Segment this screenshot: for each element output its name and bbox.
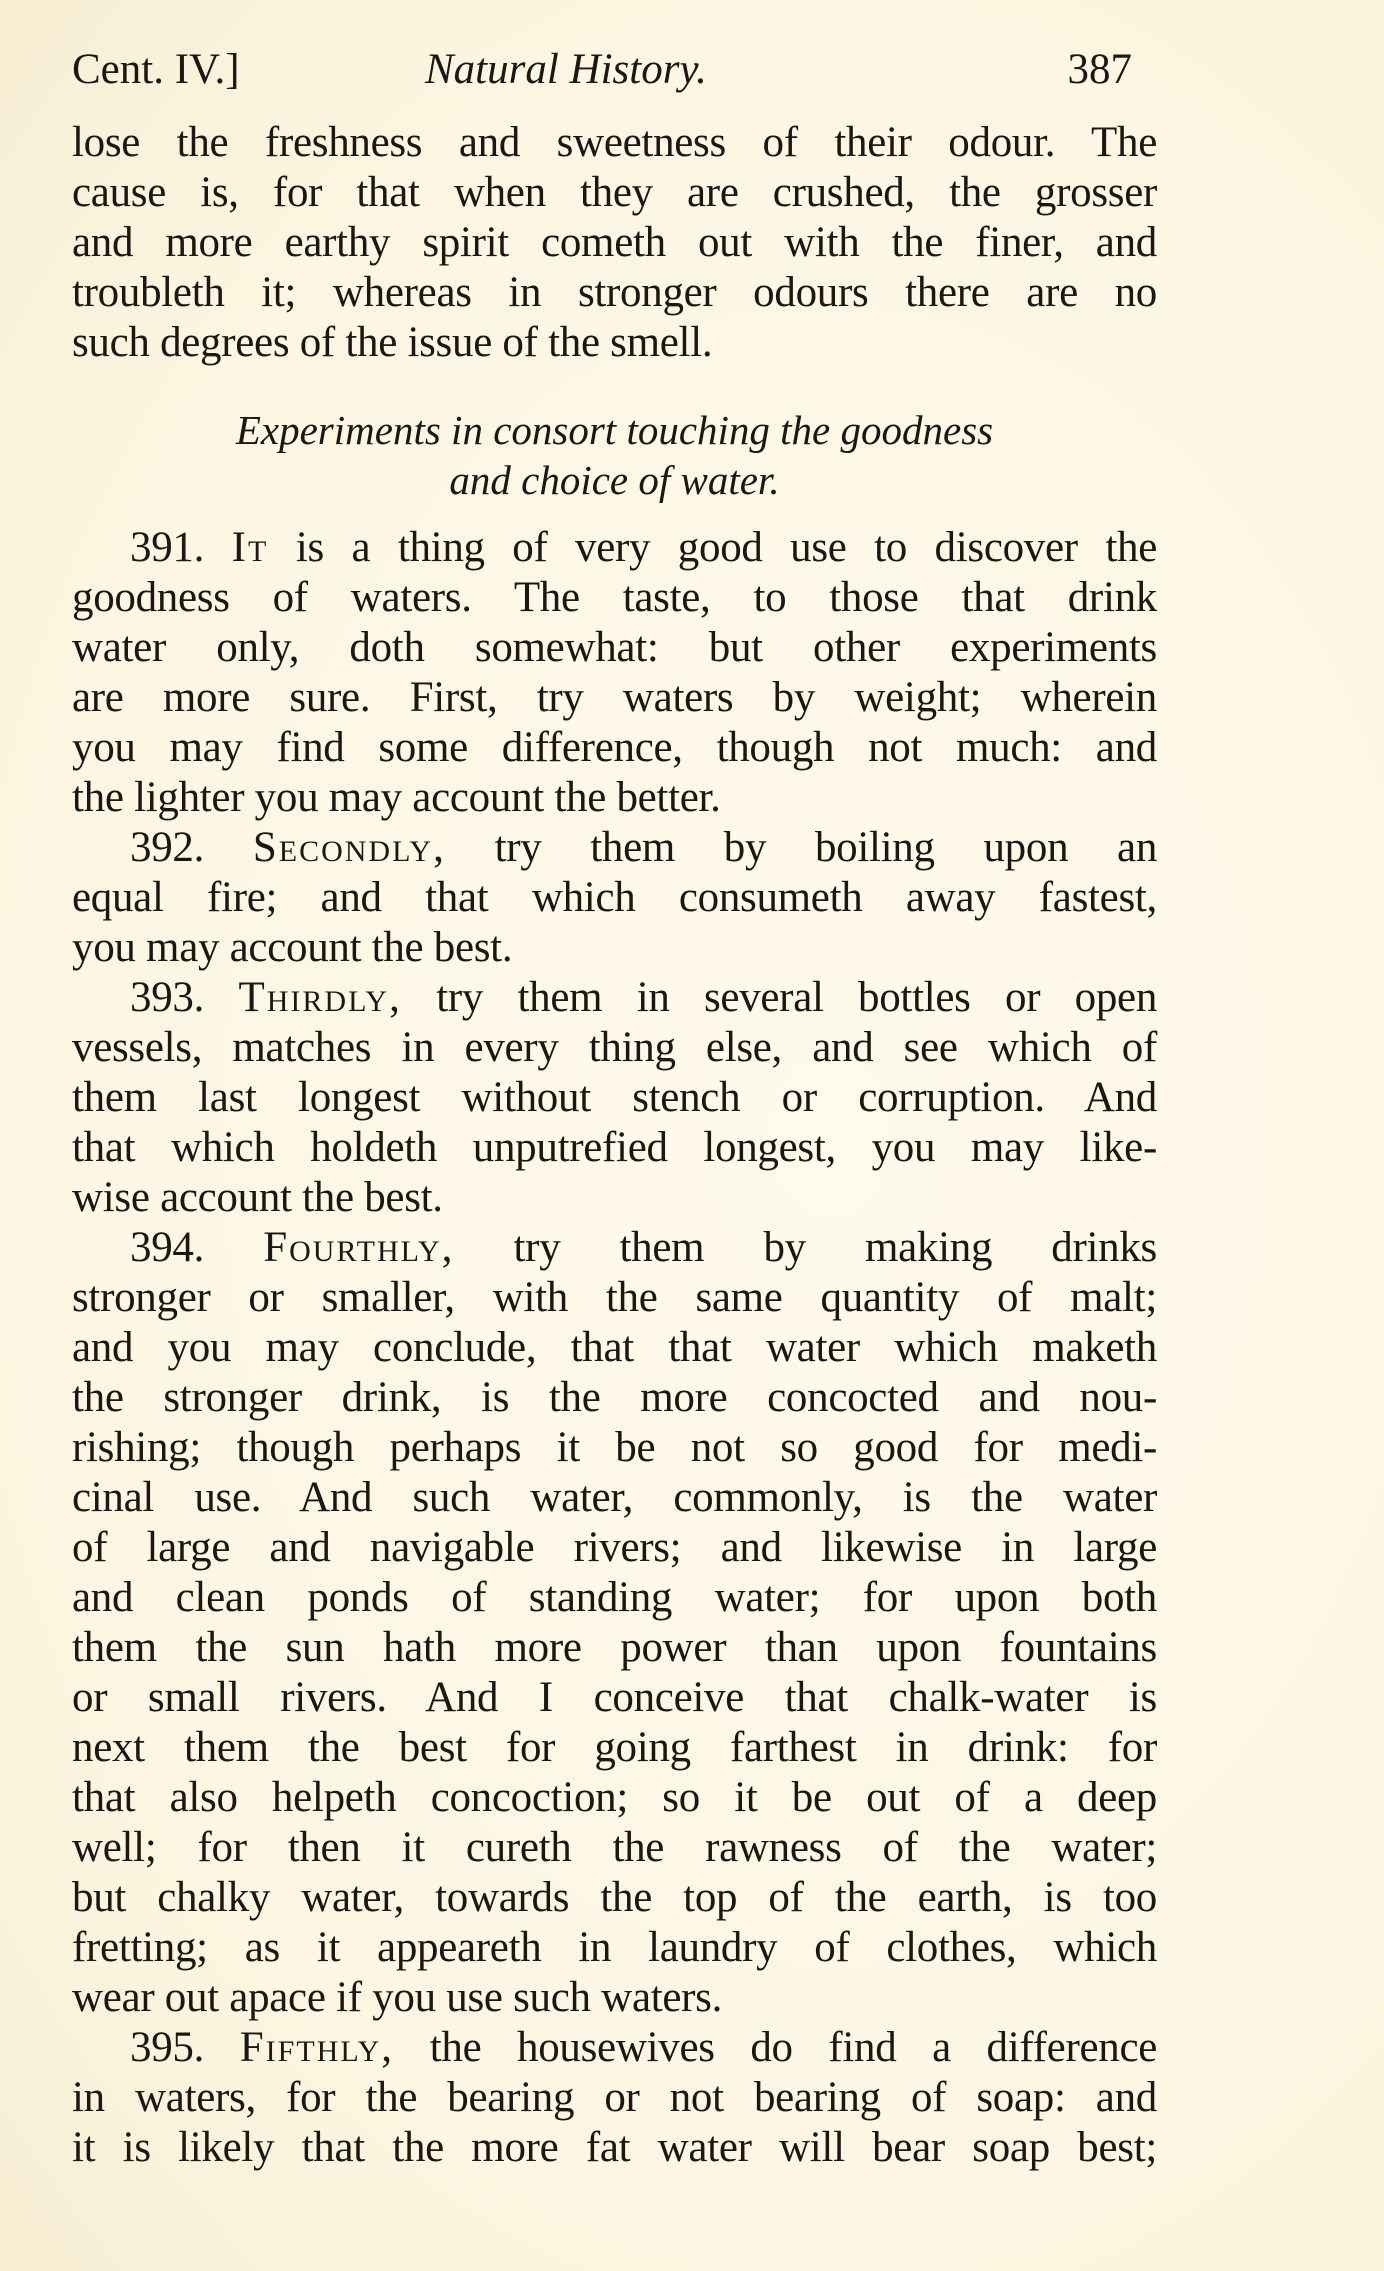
text-line: that which holdeth unputrefied longest, you may like- [72, 1124, 1157, 1171]
text-line: goodness of waters. The taste, to those that drink [72, 574, 1157, 621]
running-header [72, 42, 1132, 98]
paragraph-lead-word: Secondly, [252, 824, 446, 871]
paragraph-first-line [72, 823, 1157, 873]
header-title: Natural History. [425, 46, 707, 93]
paragraph-first-line-text: try them by boiling upon an [494, 824, 1158, 871]
paragraph-391 [72, 523, 1157, 823]
text-line: wear out apace if you use such waters. [72, 1974, 723, 2021]
text-line: or small rivers. And I conceive that chalk-water is [72, 1674, 1157, 1721]
page-number: 387 [1067, 46, 1132, 93]
text-line: wise account the best. [72, 1174, 443, 1221]
paragraph-lead-word: It [231, 524, 269, 571]
text-line: equal fire; and that which consumeth away fastest, [72, 874, 1157, 921]
paragraph-first-line [72, 523, 1157, 573]
text-line: well; for then it cureth the rawness of the water; [72, 1824, 1157, 1871]
text-line: the lighter you may account the better. [72, 774, 721, 821]
text-line: and you may conclude, that that water which maketh [72, 1324, 1157, 1371]
text-line: the stronger drink, is the more concocted and nou- [72, 1374, 1157, 1421]
text-line: of large and navigable rivers; and likewise in large [72, 1524, 1157, 1571]
paragraph-lead-word: Thirdly, [238, 974, 402, 1021]
paragraph-first-line-text: is a thing of very good use to discover the [295, 524, 1157, 571]
section-heading-line: Experiments in consort touching the goodness [235, 407, 994, 453]
paragraph-first-line-text: the housewives do find a difference [429, 2024, 1158, 2071]
paragraph-lead-word: Fourthly, [263, 1224, 455, 1271]
text-line: them last longest without stench or corruption. And [72, 1074, 1157, 1121]
paragraph-number: 394. [130, 1224, 205, 1271]
text-line: fretting; as it appeareth in laundry of clothes, which [72, 1924, 1157, 1971]
paragraph-394 [72, 1223, 1157, 2023]
text-line: you may account the best. [72, 924, 513, 971]
text-line: next them the best for going farthest in drink: for [72, 1724, 1157, 1771]
text-line: lose the freshness and sweetness of their odour. The [72, 119, 1157, 166]
text-line: them the sun hath more power than upon fountains [72, 1624, 1157, 1671]
paragraph-first-line-text: try them in several bottles or open [436, 974, 1158, 1021]
text-line: water only, doth somewhat: but other experiments [72, 624, 1157, 671]
text-line: cinal use. And such water, commonly, is the water [72, 1474, 1157, 1521]
text-line: rishing; though perhaps it be not so good for medi- [72, 1424, 1157, 1471]
intro-paragraph [72, 118, 1157, 368]
text-line: cause is, for that when they are crushed, the grosser [72, 169, 1157, 216]
paragraph-lead-word: Fifthly, [239, 2024, 395, 2071]
text-line: but chalky water, towards the top of the earth, is too [72, 1874, 1157, 1921]
text-line: vessels, matches in every thing else, and see which of [72, 1024, 1157, 1071]
paragraph-first-line-text: try them by making drinks [513, 1224, 1157, 1271]
text-line: it is likely that the more fat water will bear soap best; [72, 2124, 1157, 2171]
section-heading [72, 405, 1157, 505]
text-line: such degrees of the issue of the smell. [72, 319, 713, 366]
paragraph-first-line [72, 1223, 1157, 1273]
paragraph-first-line [72, 973, 1157, 1023]
section-heading-line: and choice of water. [449, 457, 780, 503]
paragraph-393 [72, 973, 1157, 1223]
paragraph-395 [72, 2023, 1157, 2173]
paragraph-392 [72, 823, 1157, 973]
paragraph-number: 395. [130, 2024, 205, 2071]
paragraph-number: 392. [130, 824, 205, 871]
paragraph-number: 393. [130, 974, 205, 1021]
text-line: and more earthy spirit cometh out with the finer, and [72, 219, 1157, 266]
paragraph-first-line [72, 2023, 1157, 2073]
text-line: and clean ponds of standing water; for upon both [72, 1574, 1157, 1621]
text-line: in waters, for the bearing or not bearing of soap: and [72, 2074, 1157, 2121]
text-line: are more sure. First, try waters by weight; wherein [72, 674, 1157, 721]
text-line: you may find some difference, though not much: and [72, 724, 1157, 771]
header-section: Cent. IV.] [72, 46, 240, 93]
text-line: stronger or smaller, with the same quantity of malt; [72, 1274, 1157, 1321]
text-line: troubleth it; whereas in stronger odours there are no [72, 269, 1157, 316]
paragraph-number: 391. [130, 524, 205, 571]
text-line: that also helpeth concoction; so it be out of a deep [72, 1774, 1157, 1821]
